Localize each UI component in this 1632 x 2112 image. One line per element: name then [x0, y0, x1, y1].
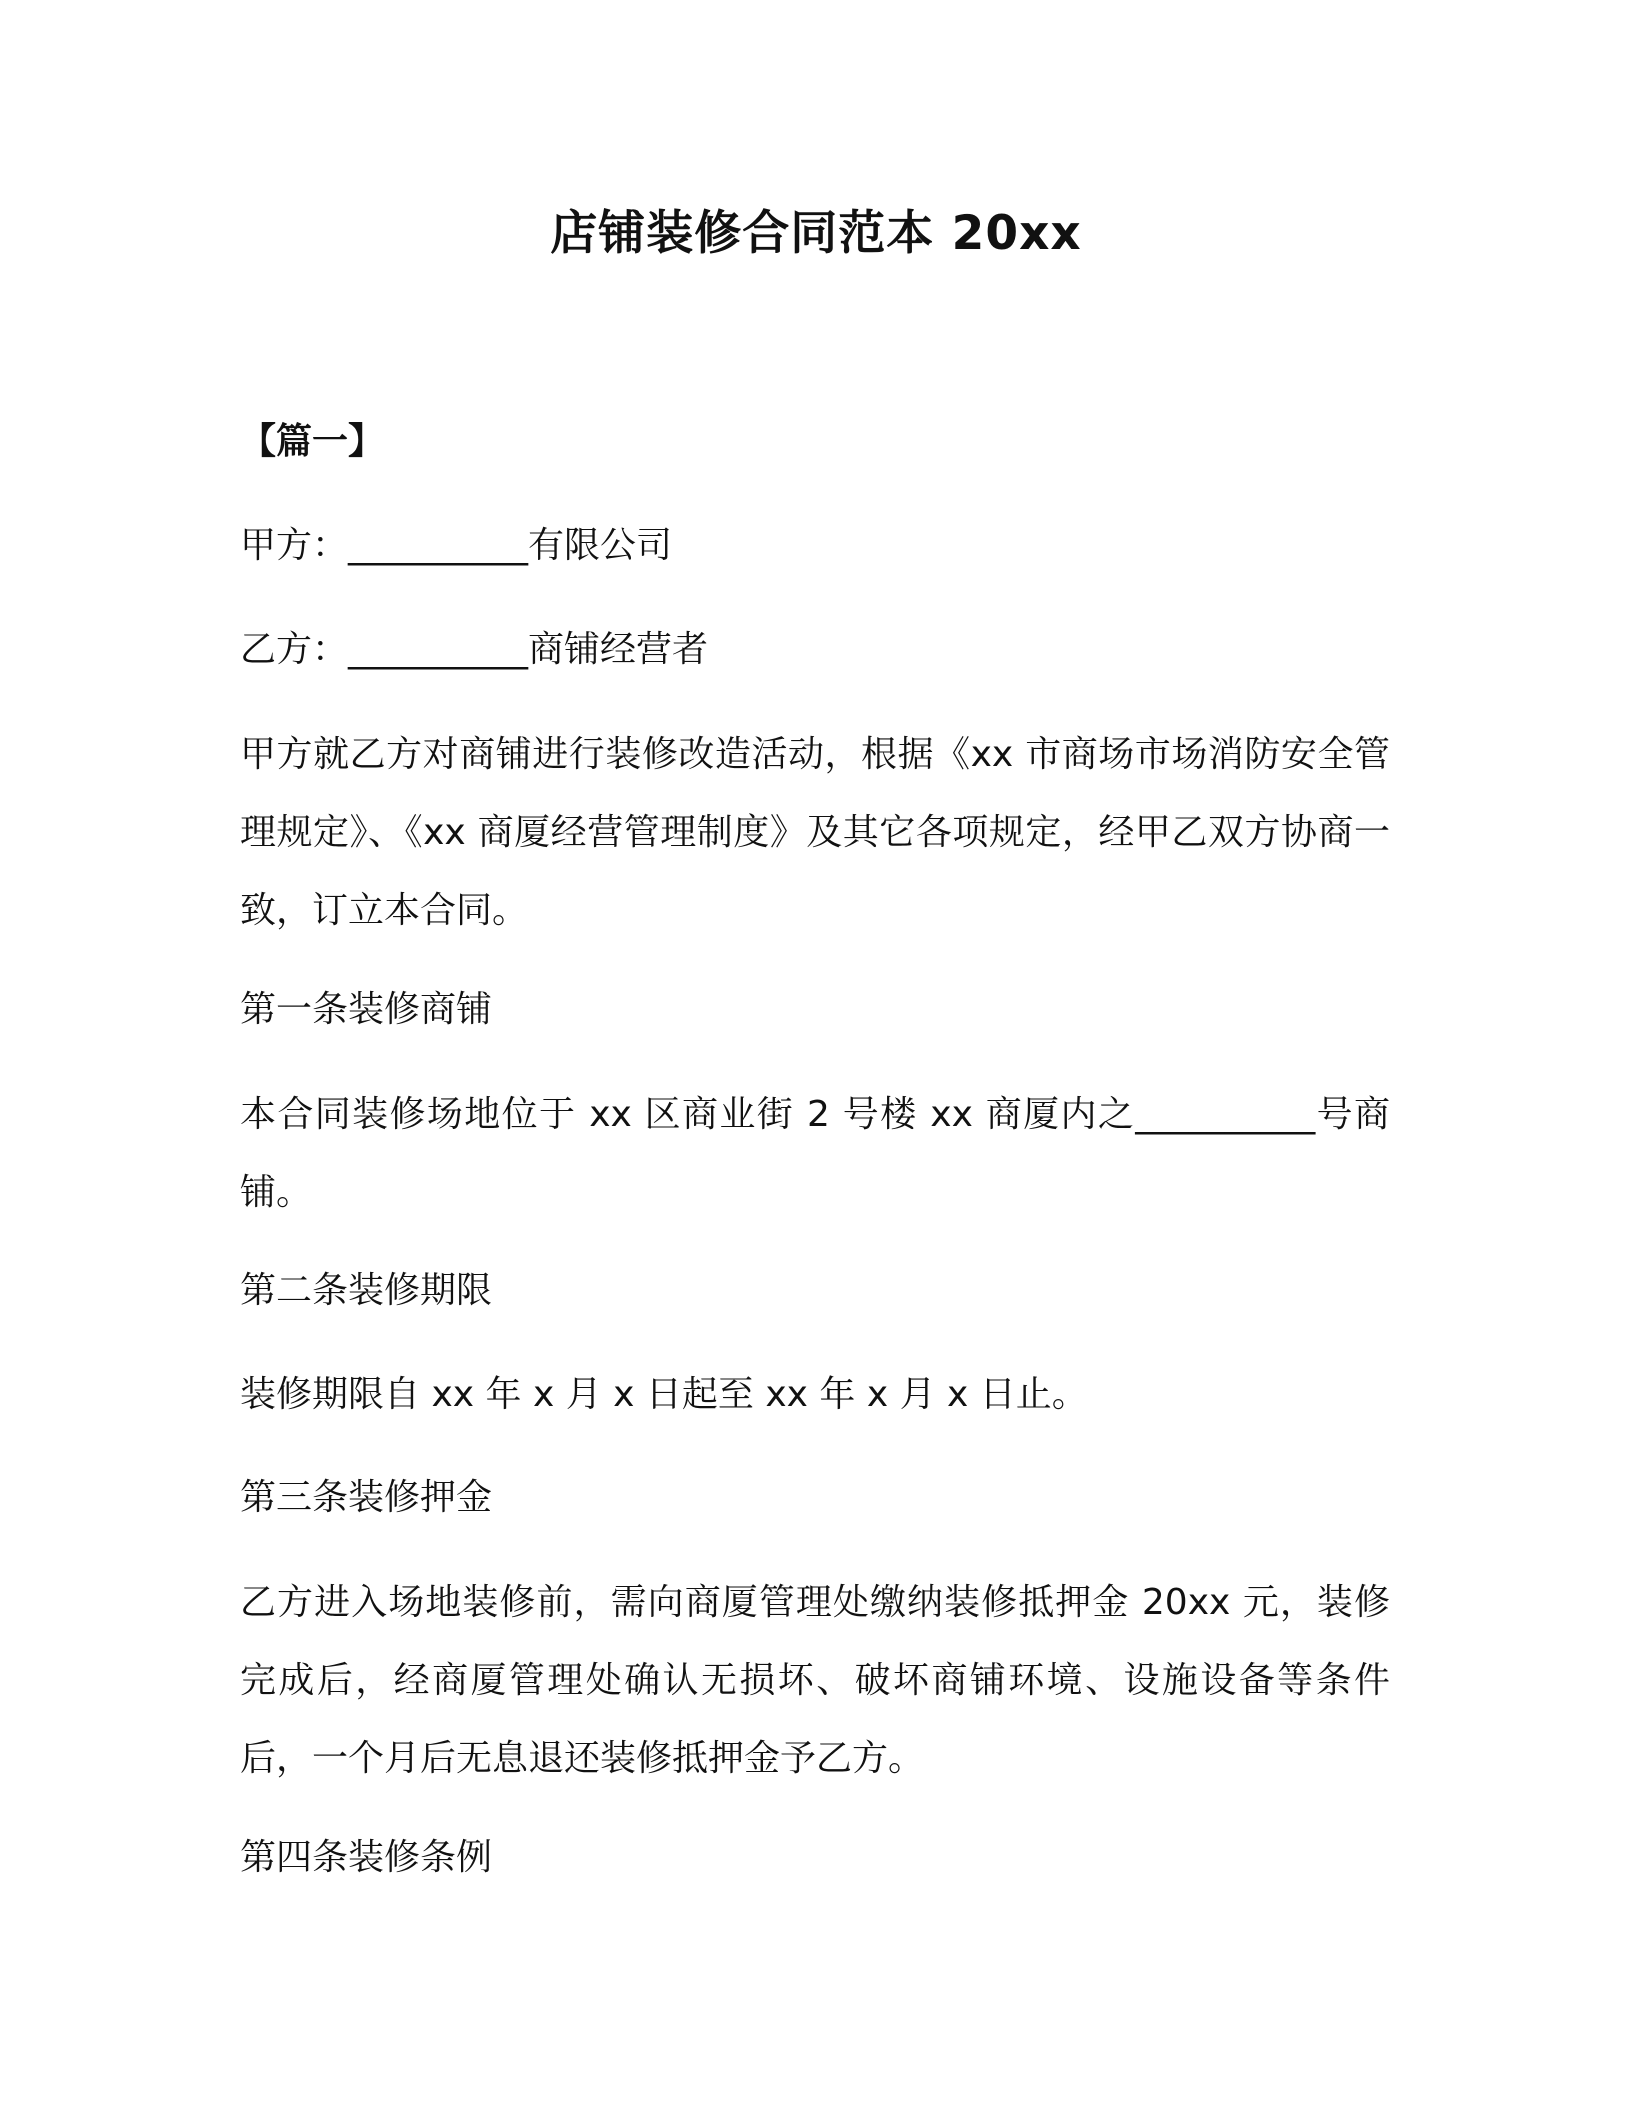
party-b-line: 乙方：__________商铺经营者: [240, 629, 709, 670]
article1-heading: 第一条装修商铺: [240, 989, 493, 1030]
article4-heading: 第四条装修条例: [240, 1837, 493, 1878]
article3-heading: 第三条装修押金: [240, 1477, 493, 1518]
document-title: 店铺装修合同范本 20xx: [550, 206, 1082, 261]
article3-paragraph: 乙方进入场地装修前，需向商厦管理处缴纳装修抵押金 20xx 元，装修完成后，经商厦管理处确认无损坏、破坏商铺环境、设施设备等条件后，一个月后无息退还装修抵押金予乙方。: [240, 1582, 1390, 1779]
article2-paragraph: 装修期限自 xx 年 x 月 x 日起至 xx 年 x 月 x 日止。: [240, 1374, 1088, 1415]
article1-paragraph: 本合同装修场地位于 xx 区商业街 2 号楼 xx 商厦内之__________号商铺。: [240, 1094, 1390, 1213]
section-label: 【篇一】: [240, 421, 385, 462]
article2-heading: 第二条装修期限: [240, 1270, 493, 1311]
party-a-line: 甲方：__________有限公司: [240, 525, 673, 566]
intro-paragraph: 甲方就乙方对商铺进行装修改造活动，根据《xx 市商场市场消防安全管理规定》、《xx 商厦经营管理制度》及其它各项规定，经甲乙双方协商一致，订立本合同。: [240, 734, 1390, 931]
